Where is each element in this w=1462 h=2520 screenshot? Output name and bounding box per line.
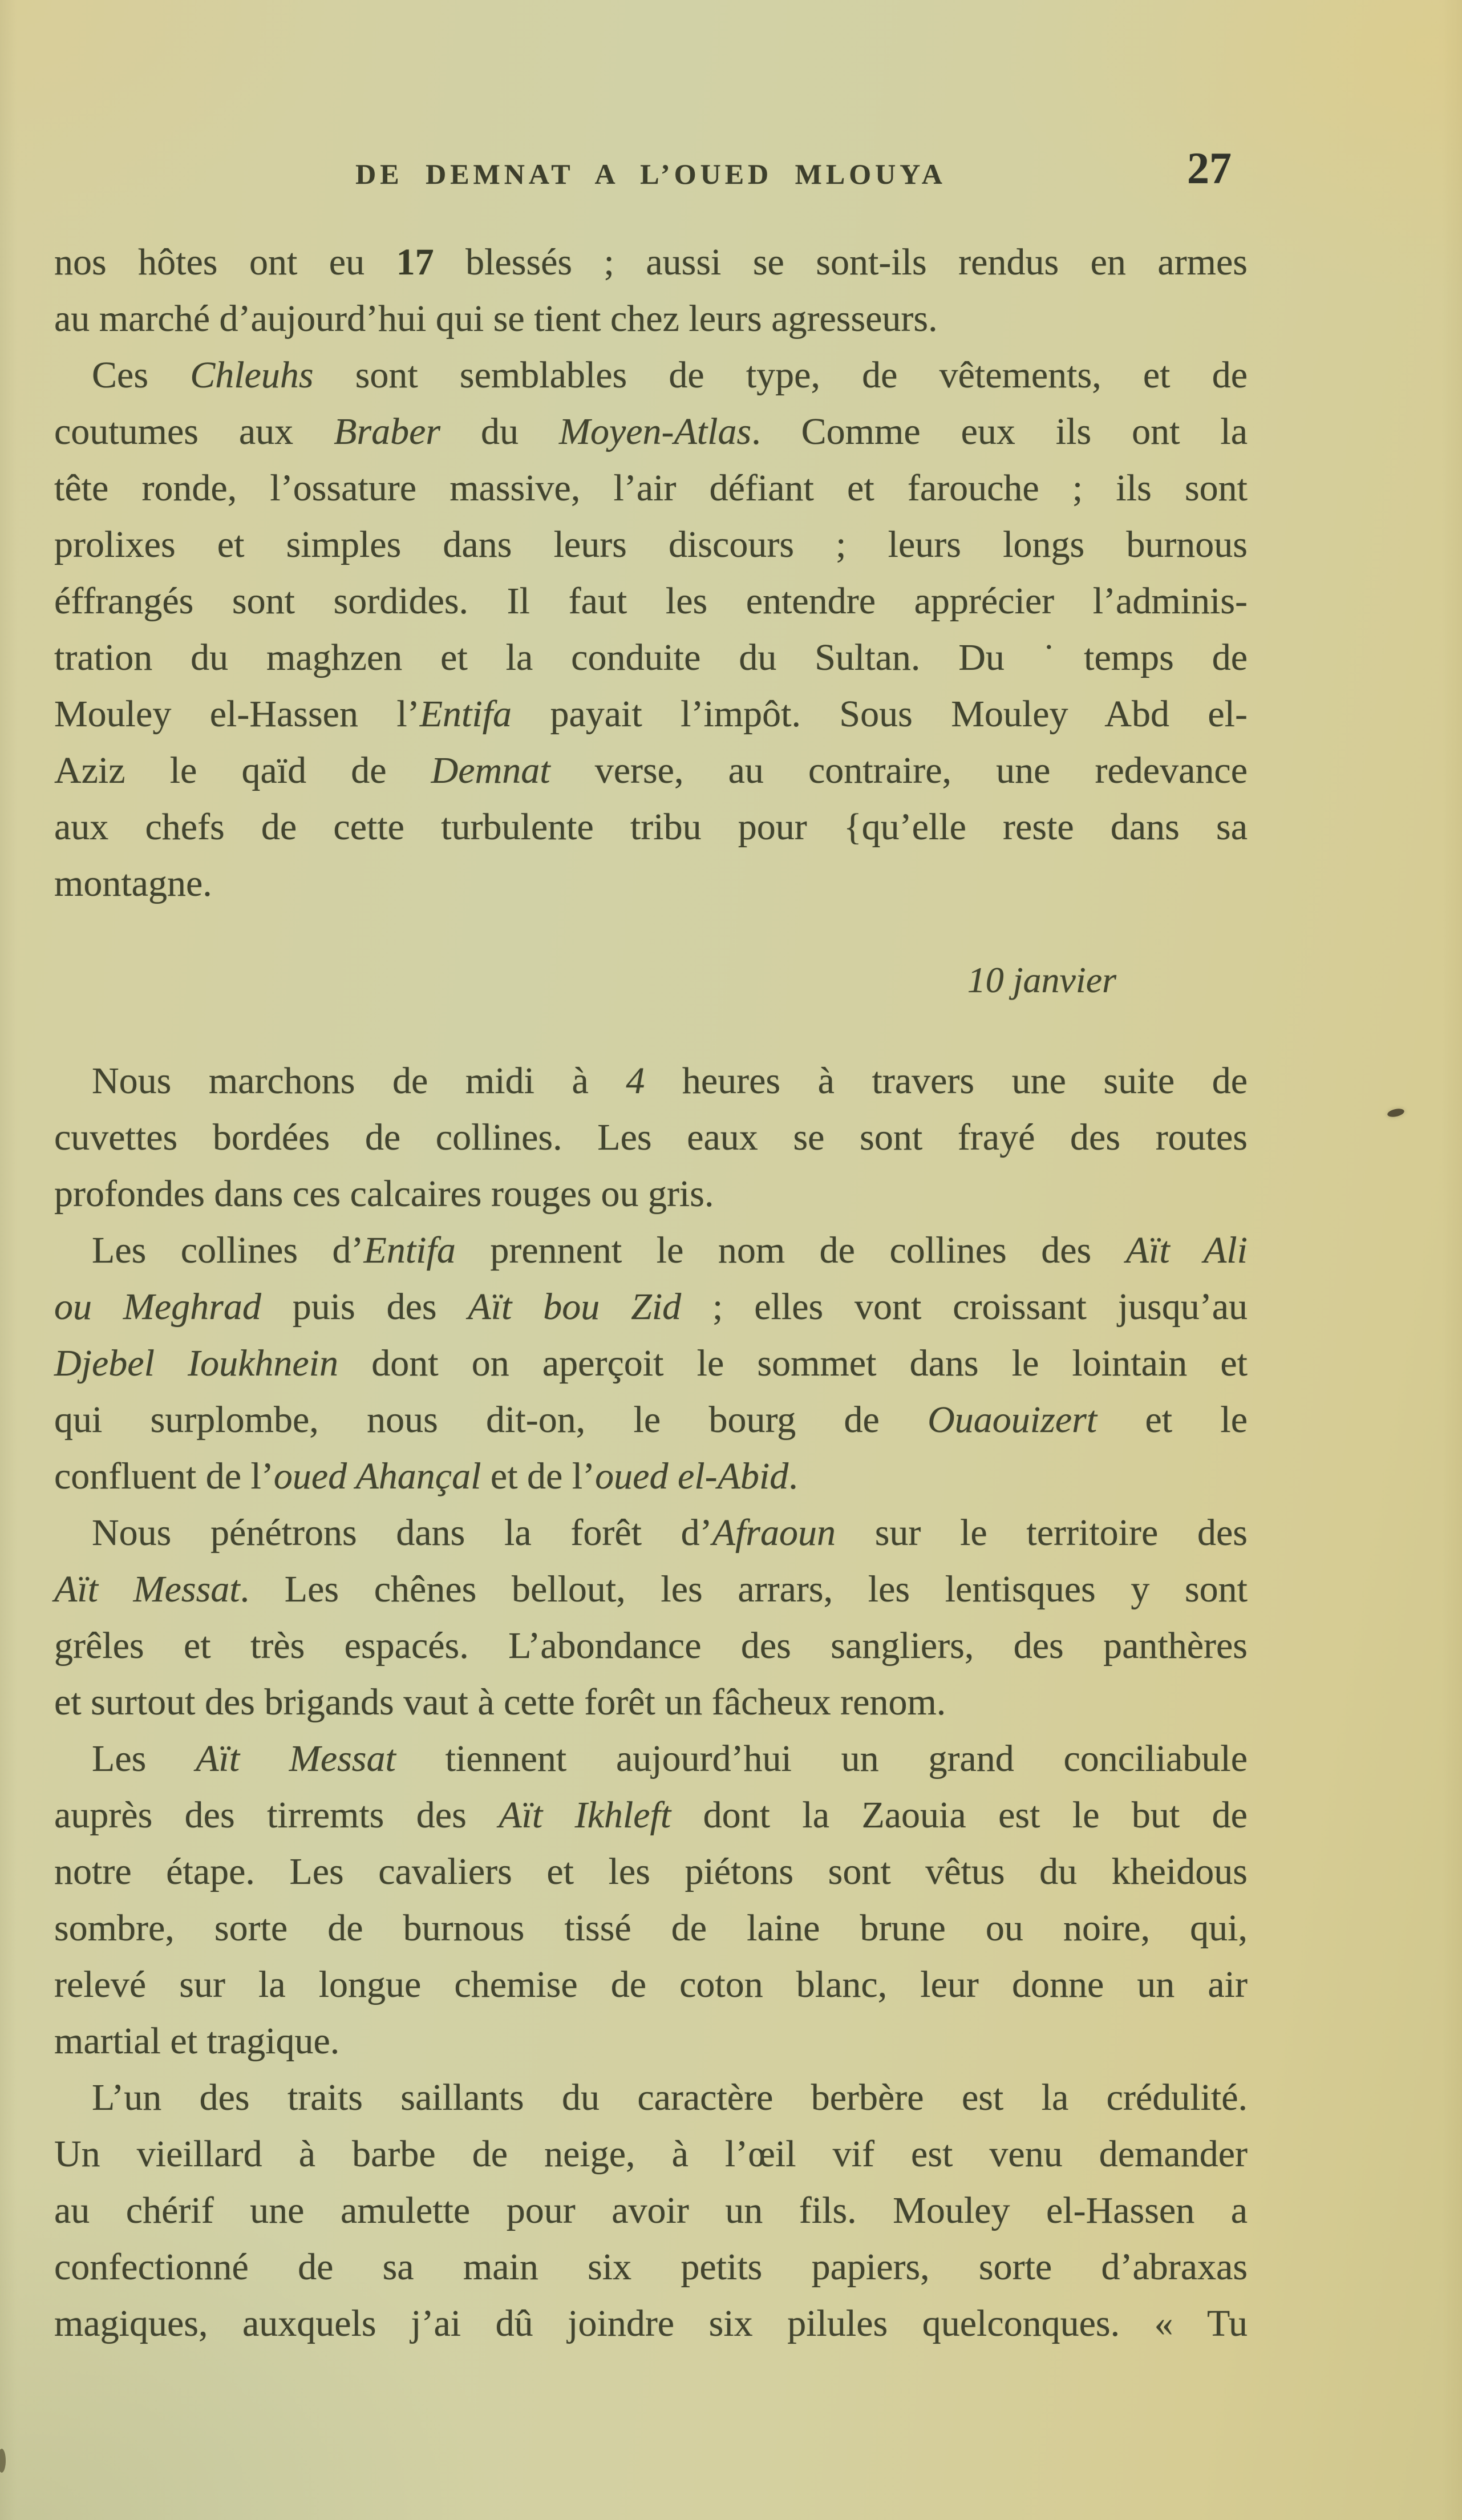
text-line: Nous pénétrons dans la forêt d’Afraoun sur le territoire des (92, 1512, 1248, 1554)
text-line: notre étape. Les cavaliers et les piétons sont vêtus du kheidous (54, 1851, 1248, 1892)
text-line: Nous marchons de midi à 4 heures à travers une suite de (92, 1060, 1248, 1102)
text-line: au chérif une amulette pour avoir un fils. Mouley el-Hassen a (54, 2190, 1248, 2231)
date-heading: 10 janvier (967, 960, 1116, 1000)
text-line: grêles et très espacés. L’abondance des sangliers, des panthères (54, 1625, 1248, 1666)
ink-speck (1387, 1107, 1405, 1118)
paragraph (54, 1222, 1248, 1504)
text-line: Mouley el-Hassen l’Entifa payait l’impôt. Sous Mouley Abd el- (54, 693, 1248, 735)
text-line: relevé sur la longue chemise de coton blanc, leur donne un air (54, 1964, 1248, 2005)
page-body (54, 234, 1248, 2352)
text-line: confectionné de sa main six petits papiers, sorte d’abraxas (54, 2246, 1248, 2288)
text-line: prolixes et simples dans leurs discours ; leurs longs burnous (54, 524, 1248, 565)
text-line: Les Aït Messat tiennent aujourd’hui un grand conciliabule (92, 1738, 1248, 1779)
text-line: magiques, auxquels j’ai dû joindre six pilules quelconques. « Tu (54, 2303, 1248, 2344)
text-line: Aït Messat. Les chênes bellout, les arrars, les lentisques y sont (54, 1568, 1248, 1610)
page-number: 27 (1187, 143, 1232, 193)
paragraph (54, 1504, 1248, 1730)
text-line: Les collines d’Entifa prennent le nom de collines des Aït Ali (92, 1229, 1248, 1271)
text-line: aux chefs de cette turbulente tribu pour {qu’elle reste dans sa (54, 806, 1248, 848)
text-line: Ces Chleuhs sont semblables de type, de vêtements, et de (92, 354, 1248, 396)
paragraph (54, 1053, 1248, 1222)
left-edge-shading (0, 0, 17, 2520)
paragraph (54, 347, 1248, 912)
text-line: éffrangés sont sordides. Il faut les entendre apprécier l’adminis- (54, 580, 1248, 622)
text-line: et surtout des brigands vaut à cette forêt un fâcheux renom. (54, 1681, 946, 1723)
text-line: montagne. (54, 863, 212, 904)
running-title: DE DEMNAT A L’OUED MLOUYA (355, 158, 946, 190)
text-line: L’un des traits saillants du caractère berbère est la crédulité. (92, 2077, 1248, 2118)
text-line: nos hôtes ont eu 17 blessés ; aussi se sont-ils rendus en armes (54, 241, 1248, 283)
text-line: martial et tragique. (54, 2020, 340, 2062)
text-line: qui surplombe, nous dit-on, le bourg de Ouaouizert et le (54, 1399, 1248, 1441)
text-line: profondes dans ces calcaires rouges ou gris. (54, 1173, 714, 1215)
text-line: Djebel Ioukhnein dont on aperçoit le sommet dans le lointain et (54, 1342, 1248, 1384)
page-header (54, 143, 1248, 201)
paragraph (54, 2069, 1248, 2352)
text-line: auprès des tirremts des Aït Ikhleft dont la Zaouia est le but de (54, 1794, 1248, 1836)
text-line: au marché d’aujourd’hui qui se tient chez leurs agresseurs. (54, 298, 938, 339)
text-line: ou Meghrad puis des Aït bou Zid ; elles vont croissant jusqu’au (54, 1286, 1248, 1328)
text-line: sombre, sorte de burnous tissé de laine brune ou noire, qui, (54, 1907, 1248, 1949)
text-line: tration du maghzen et la conduite du Sultan. Du ˙temps de (54, 637, 1248, 678)
text-line: confluent de l’oued Ahançal et de l’oued el-Abid. (54, 1455, 798, 1497)
paragraph (54, 1730, 1248, 2069)
text-line: Un vieillard à barbe de neige, à l’œil vif est venu demander (54, 2133, 1248, 2175)
right-edge-shading (1441, 0, 1462, 2520)
paragraph (54, 234, 1248, 347)
text-line: coutumes aux Braber du Moyen-Atlas. Comme eux ils ont la (54, 411, 1248, 452)
text-line: tête ronde, l’ossature massive, l’air défiant et farouche ; ils sont (54, 467, 1248, 509)
text-line: cuvettes bordées de collines. Les eaux se sont frayé des routes (54, 1117, 1248, 1158)
text-line: Aziz le qaïd de Demnat verse, au contraire, une redevance (54, 750, 1248, 791)
